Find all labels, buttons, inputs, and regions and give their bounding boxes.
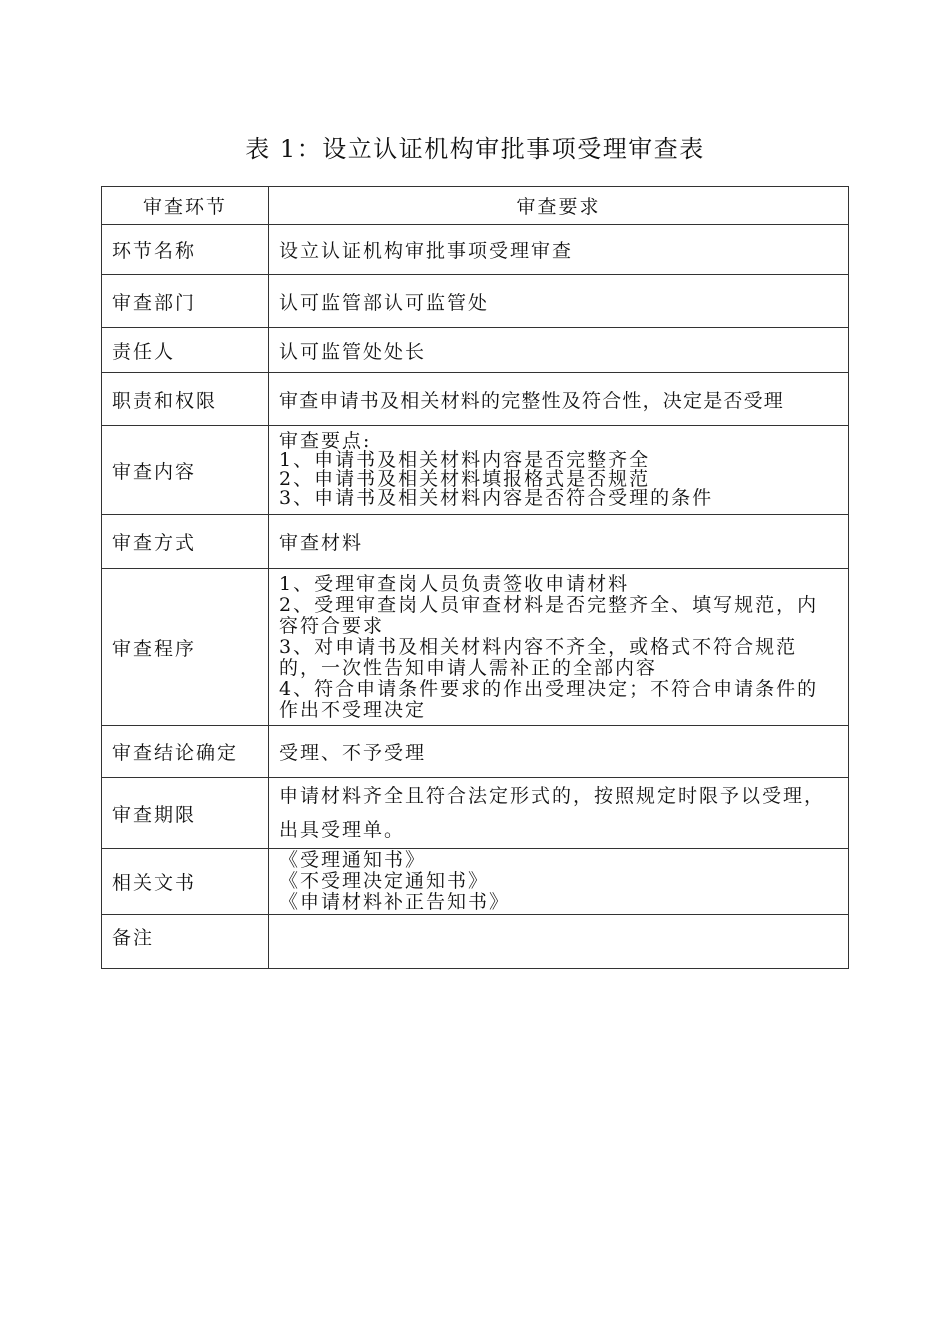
row-content — [269, 426, 849, 515]
content-line: 认可监管处处长 — [279, 340, 427, 363]
row-content — [269, 849, 849, 915]
table-row — [102, 328, 849, 373]
row-label: 审查期限 — [102, 778, 269, 849]
content-line: 2、受理审查岗人员审查材料是否完整齐全、填写规范，内容符合要求 — [279, 593, 819, 637]
row-label: 相关文书 — [102, 849, 269, 915]
row-content — [269, 915, 849, 969]
content-line: 《受理通知书》 — [279, 849, 427, 871]
row-label: 审查部门 — [102, 275, 269, 328]
content-line: 4、符合申请条件要求的作出受理决定；不符合申请条件的作出不受理决定 — [279, 677, 819, 721]
content-line: 3、对申请书及相关材料内容不齐全，或格式不符合规范的，一次性告知申请人需补正的全部内容 — [279, 635, 798, 679]
table-row — [102, 849, 849, 915]
content-line: 《不受理决定通知书》 — [279, 870, 490, 892]
content-line: 3、申请书及相关材料内容是否符合受理的条件 — [279, 487, 714, 509]
content-line: 2、申请书及相关材料填报格式是否规范 — [279, 468, 651, 490]
table-row — [102, 778, 849, 849]
content-line: 审查要点: — [279, 430, 372, 452]
content-line: 《申请材料补正告知书》 — [279, 891, 511, 913]
row-label: 备注 — [102, 915, 269, 969]
document-title: 表 1：设立认证机构审批事项受理审查表 — [245, 135, 705, 163]
table-row — [102, 515, 849, 569]
table-row — [102, 726, 849, 778]
content-line: 审查材料 — [279, 532, 364, 554]
row-label: 审查内容 — [102, 426, 269, 515]
row-label: 职责和权限 — [102, 373, 269, 426]
review-table — [101, 186, 849, 969]
row-content — [269, 328, 849, 373]
row-content — [269, 275, 849, 328]
row-label: 环节名称 — [102, 225, 269, 275]
content-line: 审查申请书及相关材料的完整性及符合性，决定是否受理 — [279, 389, 785, 412]
row-content — [269, 569, 849, 726]
content-line: 设立认证机构审批事项受理审查 — [279, 240, 574, 262]
row-label: 审查方式 — [102, 515, 269, 569]
table-row — [102, 275, 849, 328]
table-header-row — [102, 187, 849, 225]
row-content — [269, 373, 849, 426]
row-content — [269, 778, 849, 849]
table-row — [102, 373, 849, 426]
row-content — [269, 726, 849, 778]
content-line: 申请材料齐全且符合法定形式的，按照规定时限予以受理，出具受理单。 — [279, 785, 826, 841]
row-label: 审查程序 — [102, 569, 269, 726]
table-row — [102, 225, 849, 275]
table-row — [102, 426, 849, 515]
header-review-requirement: 审查要求 — [269, 187, 849, 225]
table-row — [102, 915, 849, 969]
row-content — [269, 515, 849, 569]
content-line: 1、申请书及相关材料内容是否完整齐全 — [279, 449, 651, 471]
content-line: 1、受理审查岗人员负责签收申请材料 — [279, 572, 630, 595]
row-content — [269, 225, 849, 275]
content-line: 受理、不予受理 — [279, 742, 427, 764]
table-row — [102, 569, 849, 726]
header-review-stage: 审查环节 — [102, 187, 269, 225]
row-label: 审查结论确定 — [102, 726, 269, 778]
content-line: 认可监管部认可监管处 — [279, 291, 490, 314]
row-label: 责任人 — [102, 328, 269, 373]
